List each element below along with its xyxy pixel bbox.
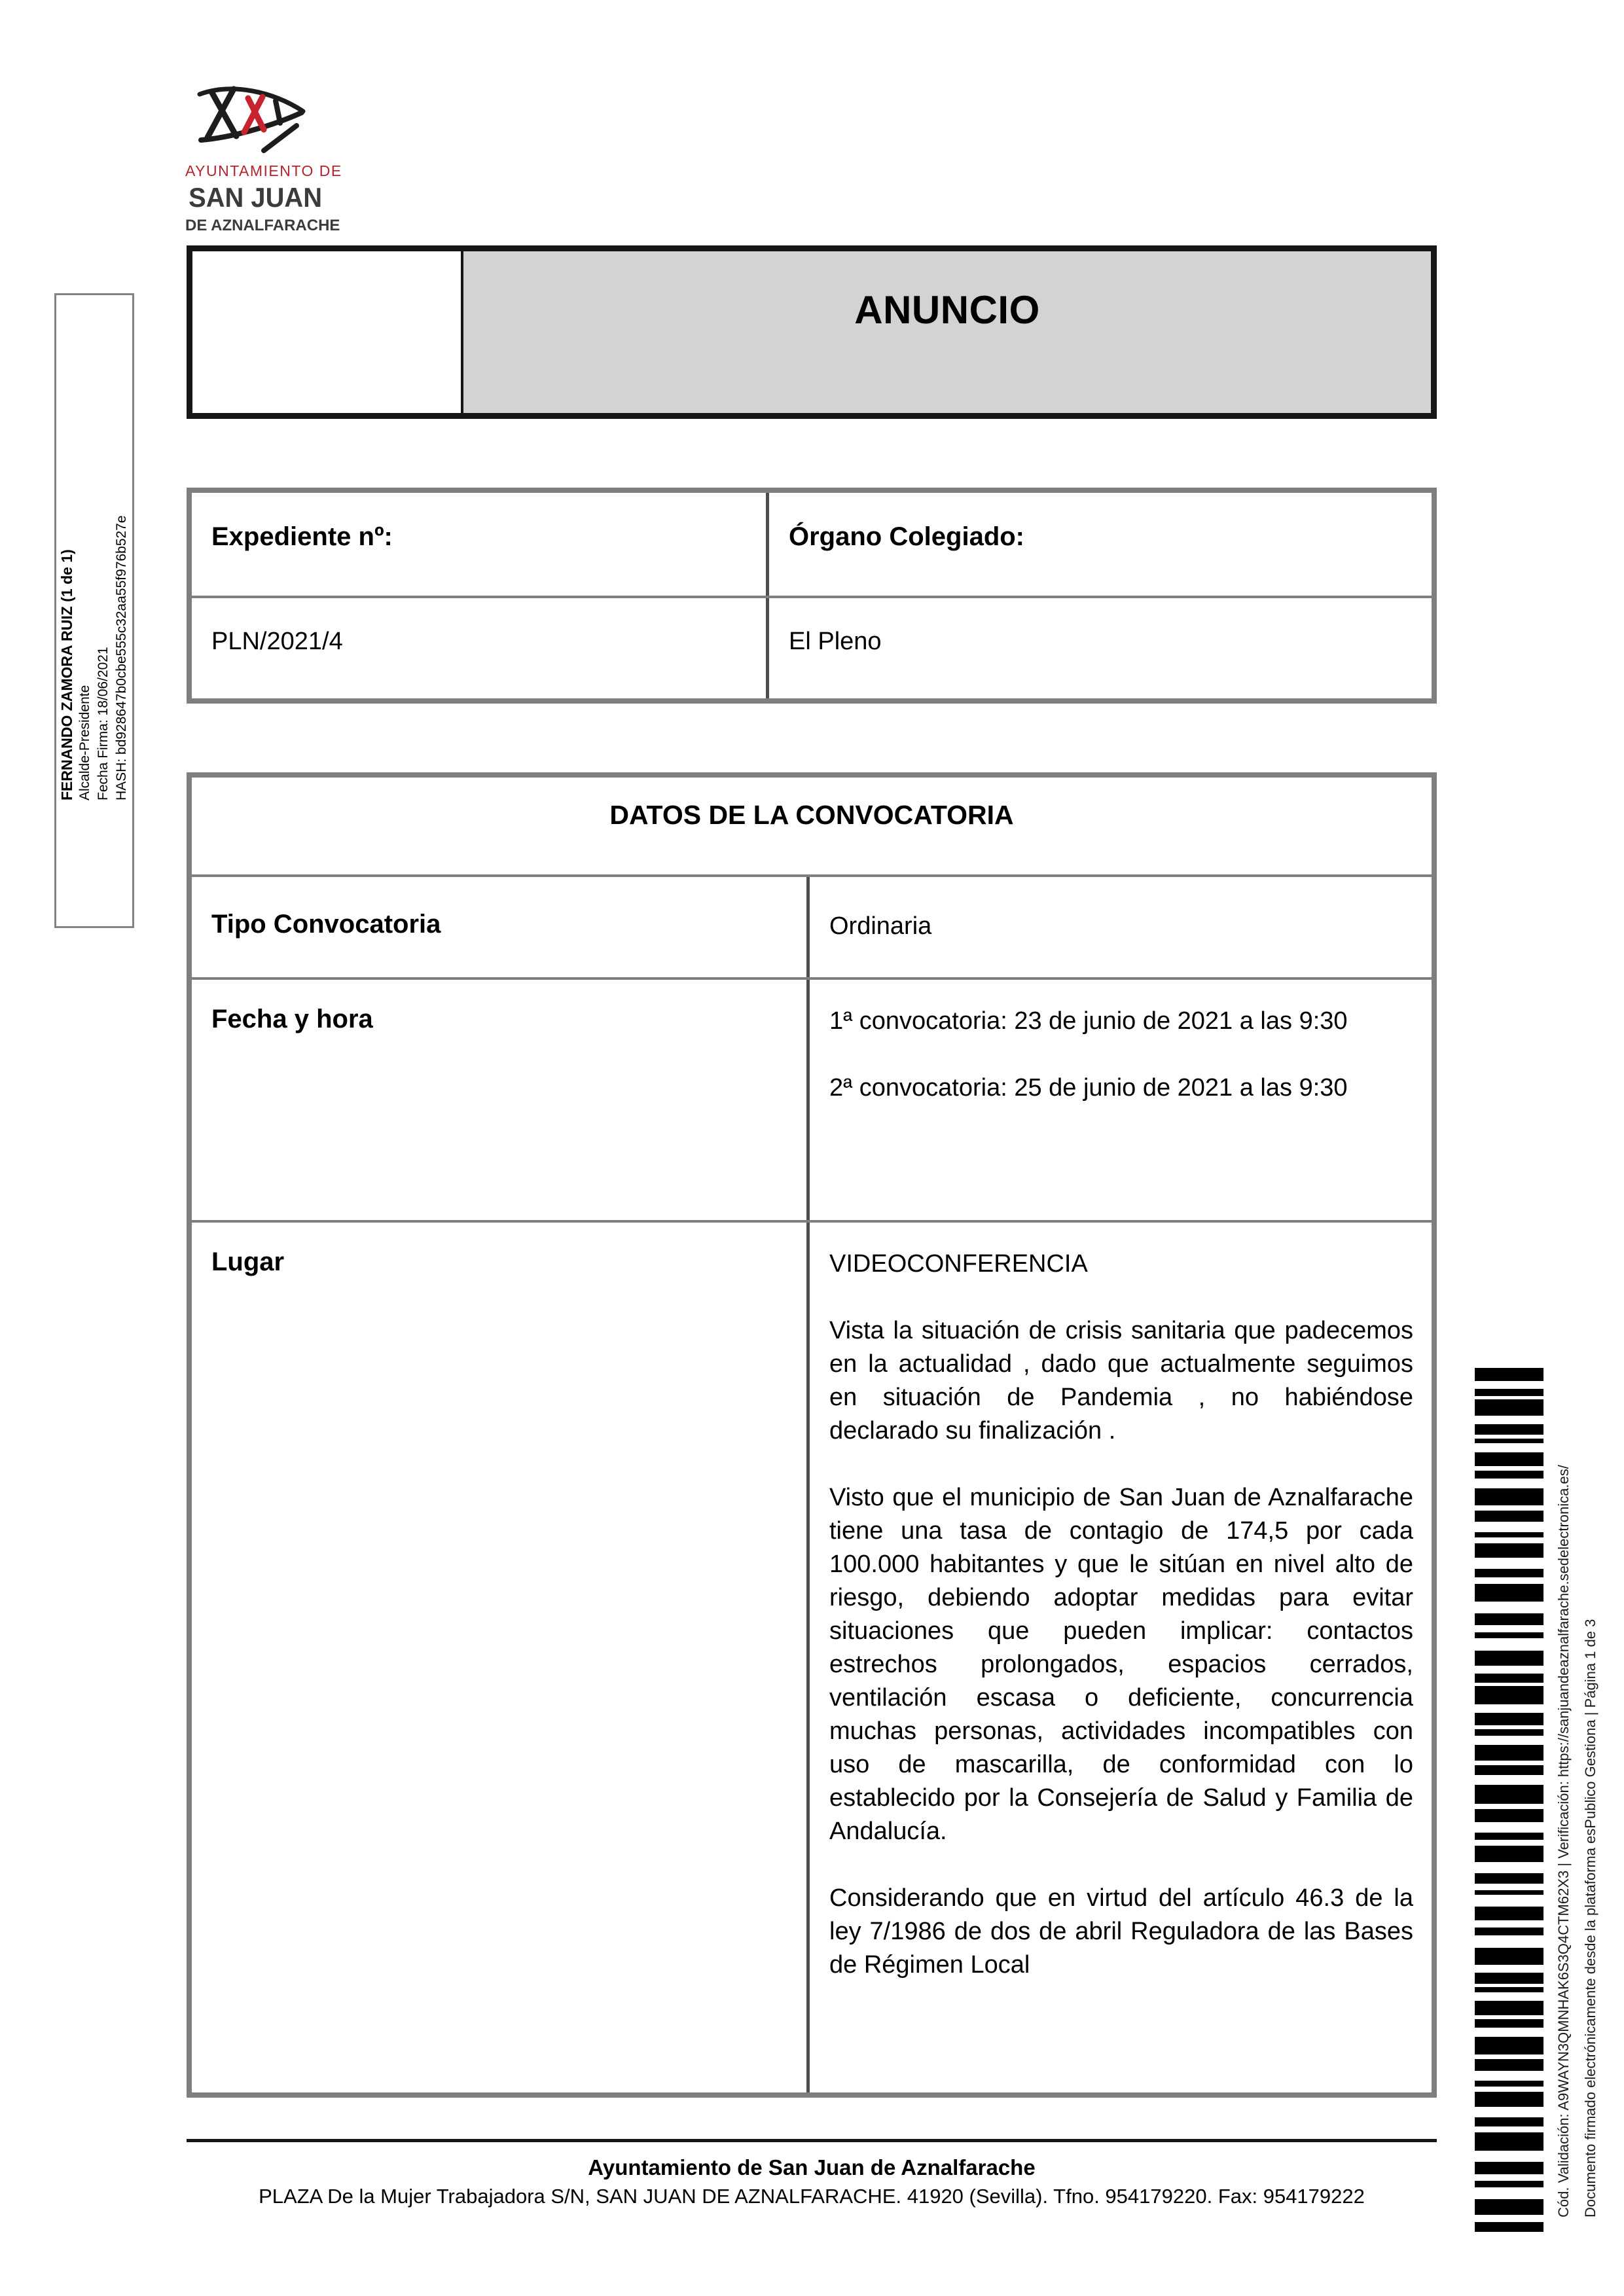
fecha-value-cell bbox=[810, 980, 1432, 1220]
fecha-line-1: 1ª convocatoria: 23 de junio de 2021 a las 9:30 bbox=[829, 1007, 1348, 1035]
signature-hash: HASH: bd928647b0cbe555c32aa55f976b527e bbox=[114, 515, 129, 800]
fecha-label: Fecha y hora bbox=[211, 1005, 373, 1033]
expediente-label: Expediente nº: bbox=[211, 522, 393, 551]
tipo-label-cell bbox=[192, 877, 810, 977]
side-margin-text bbox=[1550, 1359, 1604, 2217]
footer-divider bbox=[187, 2139, 1437, 2142]
lugar-label-cell bbox=[192, 1223, 810, 2092]
barcode-bar bbox=[1475, 1543, 1543, 1558]
ayuntamiento-logo bbox=[185, 77, 342, 235]
barcode-bar bbox=[1475, 2081, 1543, 2087]
lugar-paragraph-3: Visto que el municipio de San Juan de Aznalfarache tiene una tasa de contagio de 174,5 por cada 100.000 habitantes y que le sitúan en nivel alto de riesgo, debiendo adoptar medidas para evitar situaciones que pueden implicar: contactos estrechos prolongados, espacios cerrados, ventilación escasa o deficiente, concurrencia muchas personas, actividades incompatibles con uso de mascarilla, de conformidad con lo establecido por la Consejería de Salud y Familia de Andalucía. bbox=[829, 1484, 1413, 1845]
expediente-value-cell bbox=[192, 598, 769, 698]
announcement-title-cell bbox=[463, 251, 1431, 413]
fecha-hora-row bbox=[192, 980, 1432, 1223]
signature-stamp-box bbox=[54, 293, 134, 928]
signer-role: Alcalde-Presidente bbox=[77, 685, 92, 800]
barcode-bar bbox=[1475, 1439, 1543, 1443]
footer-org-name: Ayuntamiento de San Juan de Aznalfarache bbox=[588, 2155, 1036, 2179]
barcode-bar bbox=[1475, 1488, 1543, 1505]
tipo-convocatoria-row bbox=[192, 877, 1432, 980]
barcode-bar bbox=[1475, 2117, 1543, 2126]
barcode bbox=[1475, 1368, 1543, 2245]
barcode-bar bbox=[1475, 1613, 1543, 1625]
barcode-bar bbox=[1475, 1785, 1543, 1804]
validation-code-line: Cód. Validación: A9WAYN3QMNHAK6S3Q4CTM62X3 | Verificación: https://sanjuandeaznalfarache.sedelectronica.es/ bbox=[1555, 1465, 1572, 2217]
tipo-value-cell bbox=[810, 877, 1432, 977]
organo-label-cell bbox=[769, 493, 1432, 596]
barcode-bar bbox=[1475, 1686, 1543, 1704]
lugar-paragraph-1: VIDEOCONFERENCIA bbox=[829, 1250, 1088, 1278]
barcode-bar bbox=[1475, 2092, 1543, 2107]
tipo-label: Tipo Convocatoria bbox=[211, 910, 441, 939]
barcode-bar bbox=[1475, 1674, 1543, 1683]
announcement-header-table bbox=[187, 245, 1437, 419]
barcode-bar bbox=[1475, 2001, 1543, 2015]
lugar-value-cell bbox=[810, 1223, 1432, 2092]
organo-value: El Pleno bbox=[789, 628, 882, 655]
barcode-bar bbox=[1475, 1833, 1543, 1840]
barcode-bar bbox=[1475, 2059, 1543, 2071]
logo-mark-icon bbox=[193, 77, 311, 154]
organo-value-cell bbox=[769, 598, 1432, 698]
fecha-line-2: 2ª convocatoria: 25 de junio de 2021 a las 9:30 bbox=[829, 1074, 1348, 1102]
barcode-bar bbox=[1475, 2132, 1543, 2151]
barcode-bar bbox=[1475, 1973, 1543, 1984]
barcode-bar bbox=[1475, 1713, 1543, 1725]
barcode-bar bbox=[1475, 1399, 1543, 1416]
barcode-bar bbox=[1475, 1890, 1543, 1895]
signature-date: Fecha Firma: 18/06/2021 bbox=[96, 647, 111, 800]
barcode-bar bbox=[1475, 1765, 1543, 1775]
barcode-bar bbox=[1475, 1584, 1543, 1602]
expediente-value: PLN/2021/4 bbox=[211, 628, 343, 655]
barcode-bar bbox=[1475, 1511, 1543, 1522]
barcode-bar bbox=[1475, 2222, 1543, 2232]
barcode-bar bbox=[1475, 1471, 1543, 1479]
barcode-bar bbox=[1475, 1987, 1543, 1992]
expediente-header-row bbox=[192, 493, 1432, 596]
convocatoria-title: DATOS DE LA CONVOCATORIA bbox=[609, 800, 1014, 830]
barcode-bar bbox=[1475, 1873, 1543, 1884]
barcode-bar bbox=[1475, 1424, 1543, 1435]
signer-name: FERNANDO ZAMORA RUIZ (1 de 1) bbox=[58, 549, 75, 800]
organo-label: Órgano Colegiado: bbox=[789, 522, 1024, 551]
barcode-bar bbox=[1475, 2019, 1543, 2028]
barcode-bar bbox=[1475, 1569, 1543, 1577]
convocatoria-table bbox=[187, 772, 1437, 2098]
announcement-empty-cell bbox=[192, 251, 463, 413]
expediente-value-row bbox=[192, 596, 1432, 698]
logo-text-top: AYUNTAMIENTO DE bbox=[185, 162, 342, 179]
announcement-title: ANUNCIO bbox=[854, 288, 1040, 332]
signed-document-line: Documento firmado electrónicamente desde la plataforma esPublico Gestiona | Página 1 de 3 bbox=[1582, 1619, 1598, 2217]
lugar-row bbox=[192, 1223, 1432, 2092]
barcode-bar bbox=[1475, 1745, 1543, 1761]
expediente-label-cell bbox=[192, 493, 769, 596]
barcode-bar bbox=[1475, 2199, 1543, 2215]
barcode-bar bbox=[1475, 1651, 1543, 1666]
barcode-bar bbox=[1475, 1809, 1543, 1822]
barcode-bar bbox=[1475, 2037, 1543, 2054]
logo-text-bottom: DE AZNALFARACHE bbox=[185, 217, 340, 234]
barcode-bar bbox=[1475, 1948, 1543, 1965]
lugar-paragraph-4: Considerando que en virtud del artículo 46.3 de la ley 7/1986 de dos de abril Reguladora de las Bases de Régimen Local bbox=[829, 1884, 1413, 1979]
barcode-bar bbox=[1475, 1729, 1543, 1736]
barcode-bar bbox=[1475, 1928, 1543, 1935]
fecha-label-cell bbox=[192, 980, 810, 1220]
barcode-bar bbox=[1475, 1368, 1543, 1381]
barcode-bar bbox=[1475, 1907, 1543, 1920]
barcode-bar bbox=[1475, 1632, 1543, 1638]
barcode-bar bbox=[1475, 2181, 1543, 2187]
signature-stamp-text bbox=[58, 421, 131, 800]
tipo-value: Ordinaria bbox=[829, 912, 932, 940]
barcode-bar bbox=[1475, 1532, 1543, 1537]
lugar-label: Lugar bbox=[211, 1247, 285, 1276]
barcode-bar bbox=[1475, 1452, 1543, 1466]
logo-text-name: SAN JUAN bbox=[189, 182, 323, 213]
barcode-bar bbox=[1475, 1389, 1543, 1396]
convocatoria-title-row bbox=[192, 778, 1432, 877]
barcode-bar bbox=[1475, 2162, 1543, 2174]
lugar-paragraph-2: Vista la situación de crisis sanitaria que padecemos en la actualidad , dado que actualmente seguimos en situación de Pandemia , no habiéndose declarado su finalización . bbox=[829, 1317, 1413, 1444]
footer-address: PLAZA De la Mujer Trabajadora S/N, SAN JUAN DE AZNALFARACHE. 41920 (Sevilla). Tfno. 954179220. Fax: 954179222 bbox=[259, 2185, 1365, 2208]
barcode-bar bbox=[1475, 1846, 1543, 1862]
expediente-table bbox=[187, 488, 1437, 704]
